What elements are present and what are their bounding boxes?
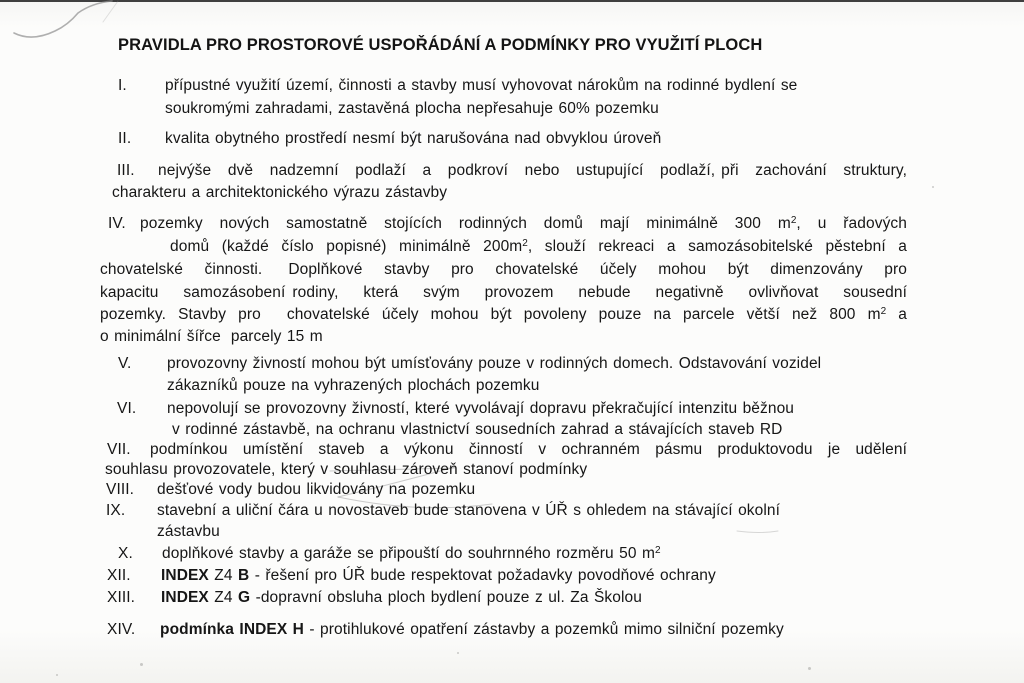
text-run: Z4 (208, 589, 238, 606)
document-line (106, 480, 475, 500)
document-title: PRAVIDLA PRO PROSTOROVÉ USPOŘÁDÁNÍ A PODMÍNKY PRO VYUŽITÍ PLOCH (118, 36, 763, 54)
document-line (118, 129, 661, 149)
text-run: dešťové vody budou likvidovány na pozemku (157, 481, 476, 498)
item-numeral: XIII. (107, 589, 136, 606)
text-run: nejvýše dvě nadzemní podlaží a podkroví nebo ustupující podlaží, (158, 162, 716, 179)
text-run: domů (každé číslo popisné) minimálně 200m (170, 238, 523, 255)
text-run: -dopravní obsluha ploch bydlení pouze z ul. Za Školou (250, 589, 642, 606)
document-line (100, 305, 907, 325)
text-run: Doplňkové stavby pro chovatelské účely mohou být dimenzovány pro (288, 261, 908, 278)
document-line (165, 99, 659, 119)
document-line (112, 183, 447, 203)
text-run: při zachování struktury, (721, 162, 907, 179)
item-numeral: IX. (106, 502, 126, 519)
text-run: chovatelské účely mohou být povoleny pouze na parcele větší než 800 m (286, 306, 881, 323)
item-numeral: IV. (108, 215, 126, 232)
text-run: zákazníků pouze na vyhrazených plochách pozemku (167, 377, 540, 394)
superscript: 2 (790, 215, 797, 226)
text-run: nepovolují se provozovny živností, které vyvolávají dopravu překračující intenzitu běžnou (167, 400, 795, 417)
text-run: soukromými zahradami, zastavěná plocha nepřesahuje 60% pozemku (165, 100, 659, 117)
text-run: podmínka INDEX H (160, 621, 304, 638)
document-line (117, 399, 794, 419)
text-run: stavební a uliční čára u novostaveb bude stanovena v ÚŘ s ohledem na stávající okolní (157, 502, 781, 519)
text-run: zástavbu (157, 523, 220, 540)
item-numeral: XII. (107, 567, 131, 584)
document-line (117, 161, 907, 181)
scan-speck (932, 186, 934, 188)
text-run: provozovny živností mohou být umísťovány pouze v rodinných domech. Odstavování vozidel (167, 355, 822, 372)
document-line (107, 620, 784, 640)
text-run: parcely 15 m (230, 328, 323, 345)
item-numeral: V. (118, 355, 132, 372)
scan-edge-artifact (0, 0, 1024, 2)
scan-speck (457, 652, 459, 654)
scan-speck (56, 674, 58, 676)
text-run: souhlasu provozovatele, který v souhlasu zároveň stanoví podmínky (105, 461, 588, 478)
text-run: B (237, 567, 250, 584)
text-run: o minimální šířce (100, 328, 221, 345)
item-numeral: I. (118, 77, 127, 94)
item-numeral: VII. (107, 441, 131, 458)
text-run: chovatelské činnosti. (100, 261, 263, 278)
document-line (100, 260, 907, 280)
text-run: kvalita obytného prostředí nesmí být narušována nad obvyklou úroveň (165, 130, 662, 147)
document-line (105, 460, 587, 480)
item-numeral: II. (118, 130, 132, 147)
item-numeral: VI. (117, 400, 137, 417)
item-numeral: III. (117, 162, 135, 179)
pen-mark (103, 1, 118, 22)
document-line (172, 420, 782, 440)
scan-speck (140, 663, 143, 666)
text-run: kapacitu samozásobení (100, 284, 286, 301)
document-line (118, 544, 661, 564)
pen-mark (737, 531, 778, 533)
item-numeral: XIV. (107, 621, 136, 638)
text-run: doplňkové stavby a garáže se připouští do souhrnného rozměru 50 m (162, 545, 655, 562)
document-line (107, 440, 907, 460)
text-run: a (886, 306, 907, 323)
superscript: 2 (880, 306, 887, 317)
item-numeral: X. (118, 545, 133, 562)
document-line (170, 237, 907, 257)
text-run: v rodinné zástavbě, na ochranu vlastnictví sousedních zahrad a stávajících staveb RD (172, 421, 783, 438)
item-numeral: VIII. (106, 481, 135, 498)
document-line (100, 327, 323, 347)
pen-mark (14, 1, 112, 37)
document-line (100, 283, 907, 303)
document-line (157, 522, 220, 542)
superscript: 2 (522, 238, 528, 249)
text-run: Z4 (208, 567, 238, 584)
text-run: - řešení pro ÚŘ bude respektovat požadavky povodňové ochrany (249, 567, 716, 584)
text-run: přípustné využití území, činnosti a stavby musí vyhovovat nárokům na rodinné bydlení se (165, 77, 798, 94)
text-run: , u řadových (796, 215, 907, 232)
column-gap (262, 273, 288, 274)
text-run: charakteru a architektonického výrazu zástavby (112, 184, 448, 201)
text-run: - protihlukové opatření zástavby a pozemků mimo silniční pozemky (303, 621, 784, 638)
document-line (107, 588, 642, 608)
text-run: G (237, 589, 251, 606)
document-line (118, 354, 821, 374)
document-line (118, 76, 797, 96)
text-run: , slouží rekreaci a samozásobitelské pěstební a (527, 238, 907, 255)
document-line (106, 501, 780, 521)
document-line (167, 376, 539, 396)
scan-speck (808, 667, 811, 670)
text-run: INDEX (161, 567, 209, 584)
text-run: INDEX (161, 589, 209, 606)
document-line (107, 566, 716, 586)
text-run: rodiny, která svým provozem nebude negativně ovlivňovat sousední (292, 284, 908, 301)
column-gap (221, 340, 231, 341)
text-run: pozemky. Stavby pro (100, 306, 261, 323)
text-run: pozemky nových samostatně stojících rodinných domů mají minimálně 300 m (140, 215, 791, 232)
column-gap (261, 318, 287, 319)
document-line (108, 214, 907, 234)
text-run: podmínkou umístění staveb a výkonu činností v ochranném pásmu produktovodu je udělení (150, 441, 907, 458)
superscript: 2 (654, 545, 661, 556)
